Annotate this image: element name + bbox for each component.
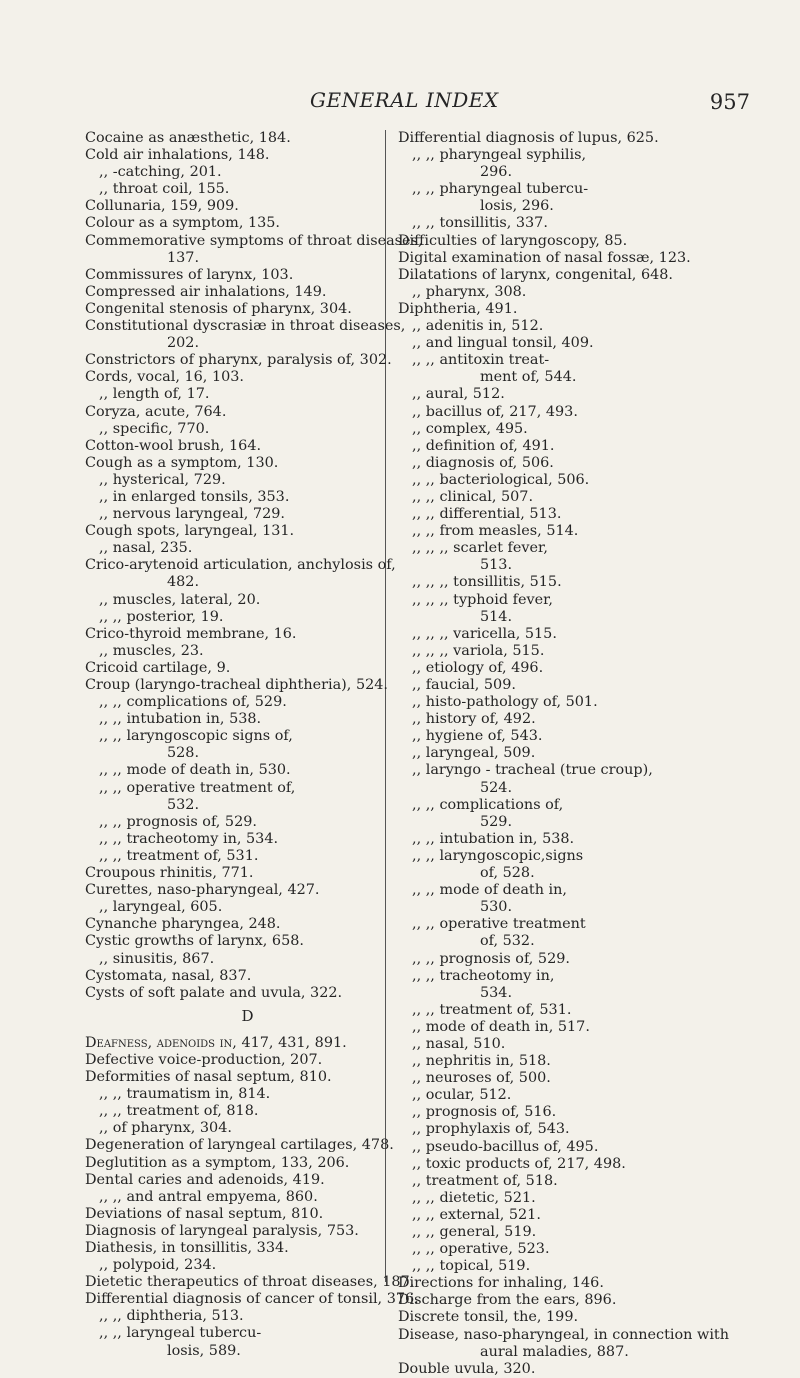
index-subentry: ,, nervous laryngeal, 729. [99, 506, 285, 523]
index-entry-continuation: 482. [167, 574, 200, 591]
index-subentry: ,, throat coil, 155. [99, 181, 230, 198]
index-entry: Deformities of nasal septum, 810. [85, 1069, 332, 1086]
index-subentry: ,, nasal, 235. [99, 540, 193, 557]
index-entry: Cystic growths of larynx, 658. [85, 933, 304, 950]
index-entry: Cough as a symptom, 130. [85, 454, 279, 471]
index-column-right [398, 130, 729, 1378]
index-subentry: ,, ,, ,, varicella, 515. [412, 625, 557, 642]
index-subentry: ,, ,, ,, tonsillitis, 515. [412, 574, 562, 591]
index-entry: Disease, naso-pharyngeal, in connection with [398, 1326, 729, 1343]
index-entry-continuation: losis, 589. [167, 1342, 241, 1359]
index-subentry: ,, ,, antitoxin treat- [412, 352, 550, 369]
index-entry: Cocaine as anæsthetic, 184. [85, 130, 291, 146]
index-entry: Commissures of larynx, 103. [85, 266, 294, 283]
index-subentry: ,, in enlarged tonsils, 353. [99, 488, 290, 505]
index-subentry: ,, length of, 17. [99, 386, 210, 403]
index-subentry: ,, ,, diphtheria, 513. [99, 1308, 244, 1325]
index-entry-continuation: of, 528. [480, 865, 535, 882]
index-entry: Degeneration of laryngeal cartilages, 478. [85, 1137, 394, 1154]
index-entry: Dental caries and adenoids, 419. [85, 1171, 325, 1188]
index-subentry: ,, ,, ,, scarlet fever, [412, 540, 548, 557]
index-subentry: ,, ,, pharyngeal syphilis, [412, 147, 587, 164]
index-subentry: ,, ,, treatment of, 531. [412, 1001, 572, 1018]
index-entry: Directions for inhaling, 146. [398, 1275, 604, 1292]
index-entry: Cricoid cartilage, 9. [85, 659, 231, 676]
index-subentry: ,, complex, 495. [412, 420, 528, 437]
index-entry: Cotton-wool brush, 164. [85, 437, 262, 454]
index-column-left [85, 130, 423, 1360]
index-entry: Discharge from the ears, 896. [398, 1292, 617, 1309]
index-subentry: ,, definition of, 491. [412, 437, 555, 454]
index-subentry: ,, ,, tracheotomy in, [412, 967, 555, 984]
index-entry-continuation: 296. [480, 164, 513, 181]
index-entry: Deviations of nasal septum, 810. [85, 1205, 324, 1222]
index-subentry: ,, ,, mode of death in, 530. [99, 762, 291, 779]
index-subentry: ,, specific, 770. [99, 420, 210, 437]
index-subentry: ,, ,, mode of death in, [412, 882, 568, 899]
index-entry: Colour as a symptom, 135. [85, 215, 281, 232]
index-entry: Crico-thyroid membrane, 16. [85, 625, 297, 642]
index-subentry: ,, laryngeal, 509. [412, 745, 536, 762]
index-subentry: ,, and lingual tonsil, 409. [412, 335, 594, 352]
index-entry-continuation: 514. [480, 608, 513, 625]
index-subentry: ,, ,, posterior, 19. [99, 608, 224, 625]
page-header [0, 88, 800, 118]
index-subentry: ,, ,, from measles, 514. [412, 523, 579, 540]
index-subentry: ,, ,, general, 519. [412, 1224, 537, 1240]
index-subentry: ,, ,, treatment of, 818. [99, 1103, 259, 1120]
index-subentry: ,, ,, traumatism in, 814. [99, 1086, 271, 1103]
index-entry: Dilatations of larynx, congenital, 648. [398, 266, 673, 283]
index-entry: Cough spots, laryngeal, 131. [85, 523, 295, 540]
index-subentry: ,, adenitis in, 512. [412, 318, 544, 335]
index-entry-continuation: 513. [480, 557, 513, 574]
index-entry: Collunaria, 159, 909. [85, 198, 239, 215]
index-entry-continuation: 137. [167, 249, 200, 266]
index-entry-continuation: of, 532. [480, 933, 535, 950]
index-subentry: ,, ,, dietetic, 521. [412, 1189, 536, 1206]
index-entry: Cystomata, nasal, 837. [85, 967, 252, 984]
index-subentry: ,, nephritis in, 518. [412, 1053, 551, 1070]
index-subentry: ,, ,, prognosis of, 529. [412, 950, 570, 967]
index-subentry: ,, ,, external, 521. [412, 1206, 541, 1223]
index-entry: Commemorative symptoms of throat diseases, [85, 232, 423, 249]
index-entry: Congenital stenosis of pharynx, 304. [85, 300, 352, 317]
index-subentry: ,, neuroses of, 500. [412, 1070, 551, 1087]
index-entry-continuation: 532. [167, 796, 200, 813]
index-entry-continuation: ment of, 544. [480, 369, 577, 386]
index-subentry: ,, muscles, 23. [99, 642, 204, 659]
index-entry: Crico-arytenoid articulation, anchylosis of, [85, 557, 396, 574]
index-entry: Differential diagnosis of lupus, 625. [398, 130, 659, 146]
index-subentry: ,, ,, laryngoscopic,signs [412, 847, 584, 864]
index-entry: Digital examination of nasal fossæ, 123. [398, 249, 691, 266]
index-subentry: ,, ,, laryngoscopic signs of, [99, 728, 293, 745]
index-subentry: ,, nasal, 510. [412, 1035, 506, 1052]
index-entry: Diagnosis of laryngeal paralysis, 753. [85, 1222, 359, 1239]
index-entry: Constrictors of pharynx, paralysis of, 302. [85, 352, 392, 369]
index-subentry: ,, history of, 492. [412, 711, 536, 728]
index-subentry: ,, polypoid, 234. [99, 1257, 217, 1274]
index-entry-continuation: aural maladies, 887. [480, 1343, 629, 1360]
index-subentry: ,, ,, differential, 513. [412, 506, 562, 523]
index-entry: Difficulties of laryngoscopy, 85. [398, 232, 628, 249]
index-subentry: ,, ,, laryngeal tubercu- [99, 1325, 262, 1342]
index-subentry: ,, faucial, 509. [412, 677, 516, 693]
index-entry: Discrete tonsil, the, 199. [398, 1309, 579, 1326]
index-subentry: ,, ,, prognosis of, 529. [99, 813, 257, 830]
index-subentry: ,, hysterical, 729. [99, 471, 226, 488]
index-subentry: ,, prognosis of, 516. [412, 1104, 557, 1121]
index-entry-continuation: 202. [167, 335, 200, 352]
index-entry: Defective voice-production, 207. [85, 1051, 323, 1068]
index-subentry: ,, laryngeal, 605. [99, 899, 223, 916]
index-subentry: ,, treatment of, 518. [412, 1172, 558, 1189]
index-subentry: ,, ,, tonsillitis, 337. [412, 215, 548, 232]
index-subentry: ,, histo-pathology of, 501. [412, 694, 598, 711]
index-subentry: ,, ocular, 512. [412, 1087, 512, 1104]
index-subentry: ,, bacillus of, 217, 493. [412, 403, 578, 420]
index-entry: Diathesis, in tonsillitis, 334. [85, 1240, 289, 1256]
index-subentry: ,, laryngo - tracheal (true croup), [412, 762, 653, 779]
index-entry-continuation: 528. [167, 745, 200, 762]
index-subentry: ,, ,, intubation in, 538. [412, 830, 575, 847]
section-letter: D [241, 1006, 254, 1025]
index-subentry: ,, ,, complications of, [412, 796, 564, 813]
index-subentry: ,, ,, tracheotomy in, 534. [99, 830, 279, 847]
index-subentry: ,, etiology of, 496. [412, 659, 544, 676]
index-subentry: ,, pseudo-bacillus of, 495. [412, 1138, 599, 1155]
index-entry: Cords, vocal, 16, 103. [85, 369, 244, 386]
index-subentry: ,, hygiene of, 543. [412, 728, 543, 745]
index-entry-continuation: 530. [480, 899, 513, 916]
index-entry: Curettes, naso-pharyngeal, 427. [85, 882, 320, 899]
page-number: 957 [709, 90, 750, 114]
index-subentry: ,, muscles, lateral, 20. [99, 591, 261, 608]
index-subentry: ,, ,, operative treatment of, [99, 779, 296, 796]
index-entry-continuation: losis, 296. [480, 198, 554, 215]
index-subentry: ,, ,, ,, typhoid fever, [412, 591, 553, 608]
index-entry: Deafness, adenoids in, 417, 431, 891. [85, 1034, 347, 1051]
index-subentry: ,, sinusitis, 867. [99, 950, 215, 967]
index-subentry: ,, ,, pharyngeal tubercu- [412, 181, 589, 198]
index-subentry: ,, of pharynx, 304. [99, 1120, 232, 1137]
index-subentry: ,, ,, ,, variola, 515. [412, 642, 545, 659]
running-title: GENERAL INDEX [310, 88, 499, 112]
index-entry: Differential diagnosis of cancer of tonsil, 376. [85, 1291, 419, 1308]
index-entry: Croup (laryngo-tracheal diphtheria), 524. [85, 677, 388, 693]
index-subentry: ,, ,, operative, 523. [412, 1241, 550, 1258]
index-subentry: ,, toxic products of, 217, 498. [412, 1155, 626, 1172]
index-subentry: ,, aural, 512. [412, 386, 505, 403]
index-entry-continuation: 529. [480, 813, 513, 830]
index-entry-continuation: 524. [480, 779, 513, 796]
index-subentry: ,, ,, operative treatment [412, 916, 586, 933]
index-entry: Dietetic therapeutics of throat diseases, 187. [85, 1274, 415, 1291]
index-subentry: ,, diagnosis of, 506. [412, 454, 554, 471]
index-subentry: ,, pharynx, 308. [412, 283, 527, 300]
index-subentry: ,, mode of death in, 517. [412, 1018, 590, 1035]
index-entry: Croupous rhinitis, 771. [85, 865, 254, 882]
index-subentry: ,, -catching, 201. [99, 164, 222, 181]
index-entry: Constitutional dyscrasiæ in throat diseases, [85, 318, 406, 335]
index-entry: Coryza, acute, 764. [85, 403, 227, 420]
index-subentry: ,, ,, complications of, 529. [99, 694, 287, 711]
index-entry: Cynanche pharyngea, 248. [85, 916, 281, 933]
index-entry: Double uvula, 320. [398, 1360, 536, 1377]
index-subentry: ,, ,, bacteriological, 506. [412, 471, 590, 488]
index-subentry: ,, ,, and antral empyema, 860. [99, 1188, 318, 1205]
index-entry: Diphtheria, 491. [398, 300, 518, 317]
index-subentry: ,, ,, intubation in, 538. [99, 711, 262, 728]
index-subentry: ,, ,, clinical, 507. [412, 488, 534, 505]
index-subentry: ,, prophylaxis of, 543. [412, 1121, 570, 1138]
index-entry: Cold air inhalations, 148. [85, 147, 270, 164]
index-subentry: ,, ,, treatment of, 531. [99, 847, 259, 864]
index-entry-continuation: 534. [480, 984, 513, 1001]
index-entry: Compressed air inhalations, 149. [85, 283, 327, 300]
index-entry: Deglutition as a symptom, 133, 206. [85, 1154, 350, 1171]
index-entry: Cysts of soft palate and uvula, 322. [85, 984, 343, 1001]
index-subentry: ,, ,, topical, 519. [412, 1258, 531, 1275]
